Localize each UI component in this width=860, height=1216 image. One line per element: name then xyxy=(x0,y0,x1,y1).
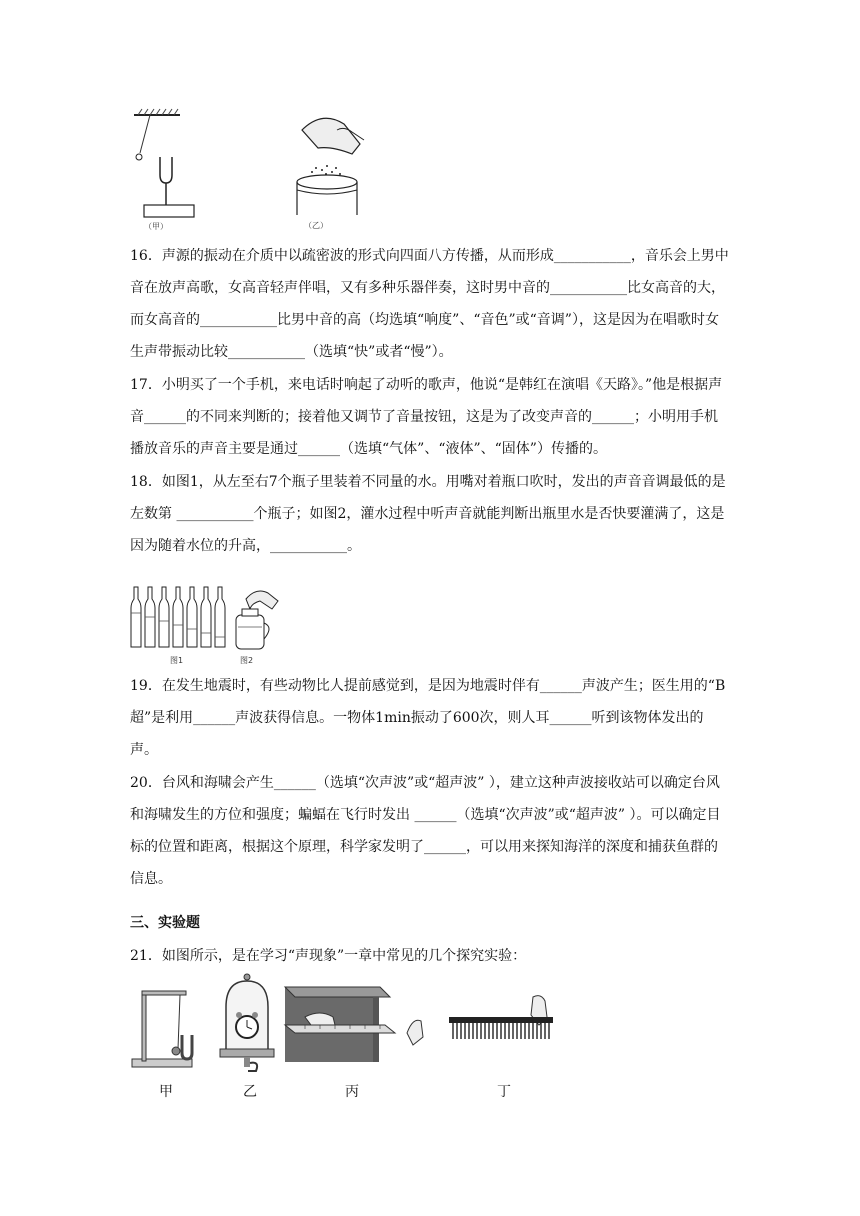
figure-experiment-ding xyxy=(447,995,562,1045)
figure-experiment-yi xyxy=(218,973,276,1078)
figure-pendulum-tuning-fork xyxy=(132,105,202,230)
stand-tuning-fork-drawing xyxy=(130,983,200,1073)
caption-exp-ding: 丁 xyxy=(497,1084,511,1100)
ruler-on-table-drawing xyxy=(285,987,435,1062)
caption-fig2: 图2 xyxy=(240,656,254,665)
caption-exp-yi: 乙 xyxy=(243,1084,257,1100)
question-16: 16．声源的振动在介质中以疏密波的形式向四面八方传播，从而形成___________，音乐会上男中音在放声高歌，女高音轻声伴唱，又有多种乐器伴奏，这时男中音的___________比女高音的大，而女高音的___________比男中音的高（均选填“响度”、“音色”或“音调”），这是因为在唱歌时女生声带振动比较___________（选填“快”或者“慢”）。 xyxy=(130,248,729,360)
question-21: 21．如图所示，是在学习“声现象”一章中常见的几个探究实验： xyxy=(130,948,527,964)
pendulum-tuning-fork-drawing xyxy=(132,105,202,230)
figure-drum-rice xyxy=(282,110,377,235)
question-17: 17．小明买了一个手机，来电话时响起了动听的歌声，他说“是韩红在演唱《天路》。”他是根据声音______的不同来判断的；接着他又调节了音量按钮，这是为了改变声音的______；小明用手机播放音乐的声音主要是通过______（选填“气体”、“液体”、“固体”）传播的。 xyxy=(130,377,723,457)
drum-rice-drawing xyxy=(282,110,377,220)
bottles-drawing xyxy=(128,583,288,653)
caption-exp-bing: 丙 xyxy=(345,1084,359,1100)
caption-exp-jia: 甲 xyxy=(159,1084,173,1100)
question-20: 20．台风和海啸会产生______（选填“次声波”或“超声波” ），建立这种声波接收站可以确定台风和海啸发生的方位和强度；蝙蝠在飞行时发出 ______（选填“次声波”或“超声波” ）。可以确定目标的位置和距离，根据这个原理，科学家发明了______，可以用来探知海洋的深度和捕获鱼群的信息。 xyxy=(130,775,721,887)
caption-yi: （乙） xyxy=(304,221,328,230)
question-19: 19．在发生地震时，有些动物比人提前感觉到，是因为地震时伴有______声波产生；医生用的“B超”是利用______声波获得信息。一物体1min振动了600次，则人耳______听到该物体发出的声。 xyxy=(130,678,726,758)
comb-card-drawing xyxy=(447,995,562,1045)
figure-experiment-bing xyxy=(285,987,435,1062)
section-heading: 三、实验题 xyxy=(130,915,200,931)
bell-jar-alarm-drawing xyxy=(218,973,276,1078)
figure-experiment-jia xyxy=(130,983,200,1073)
question-18: 18．如图1，从左至右7个瓶子里装着不同量的水。用嘴对着瓶口吹时，发出的声音音调最低的是左数第 ___________个瓶子；如图2，灌水过程中听声音就能判断出瓶里水是否快要灌满了，这是因为随着水位的升高，___________。 xyxy=(130,474,726,554)
caption-jia: （甲） xyxy=(144,222,168,231)
figure-bottles xyxy=(128,583,288,668)
caption-fig1: 图1 xyxy=(170,656,184,665)
